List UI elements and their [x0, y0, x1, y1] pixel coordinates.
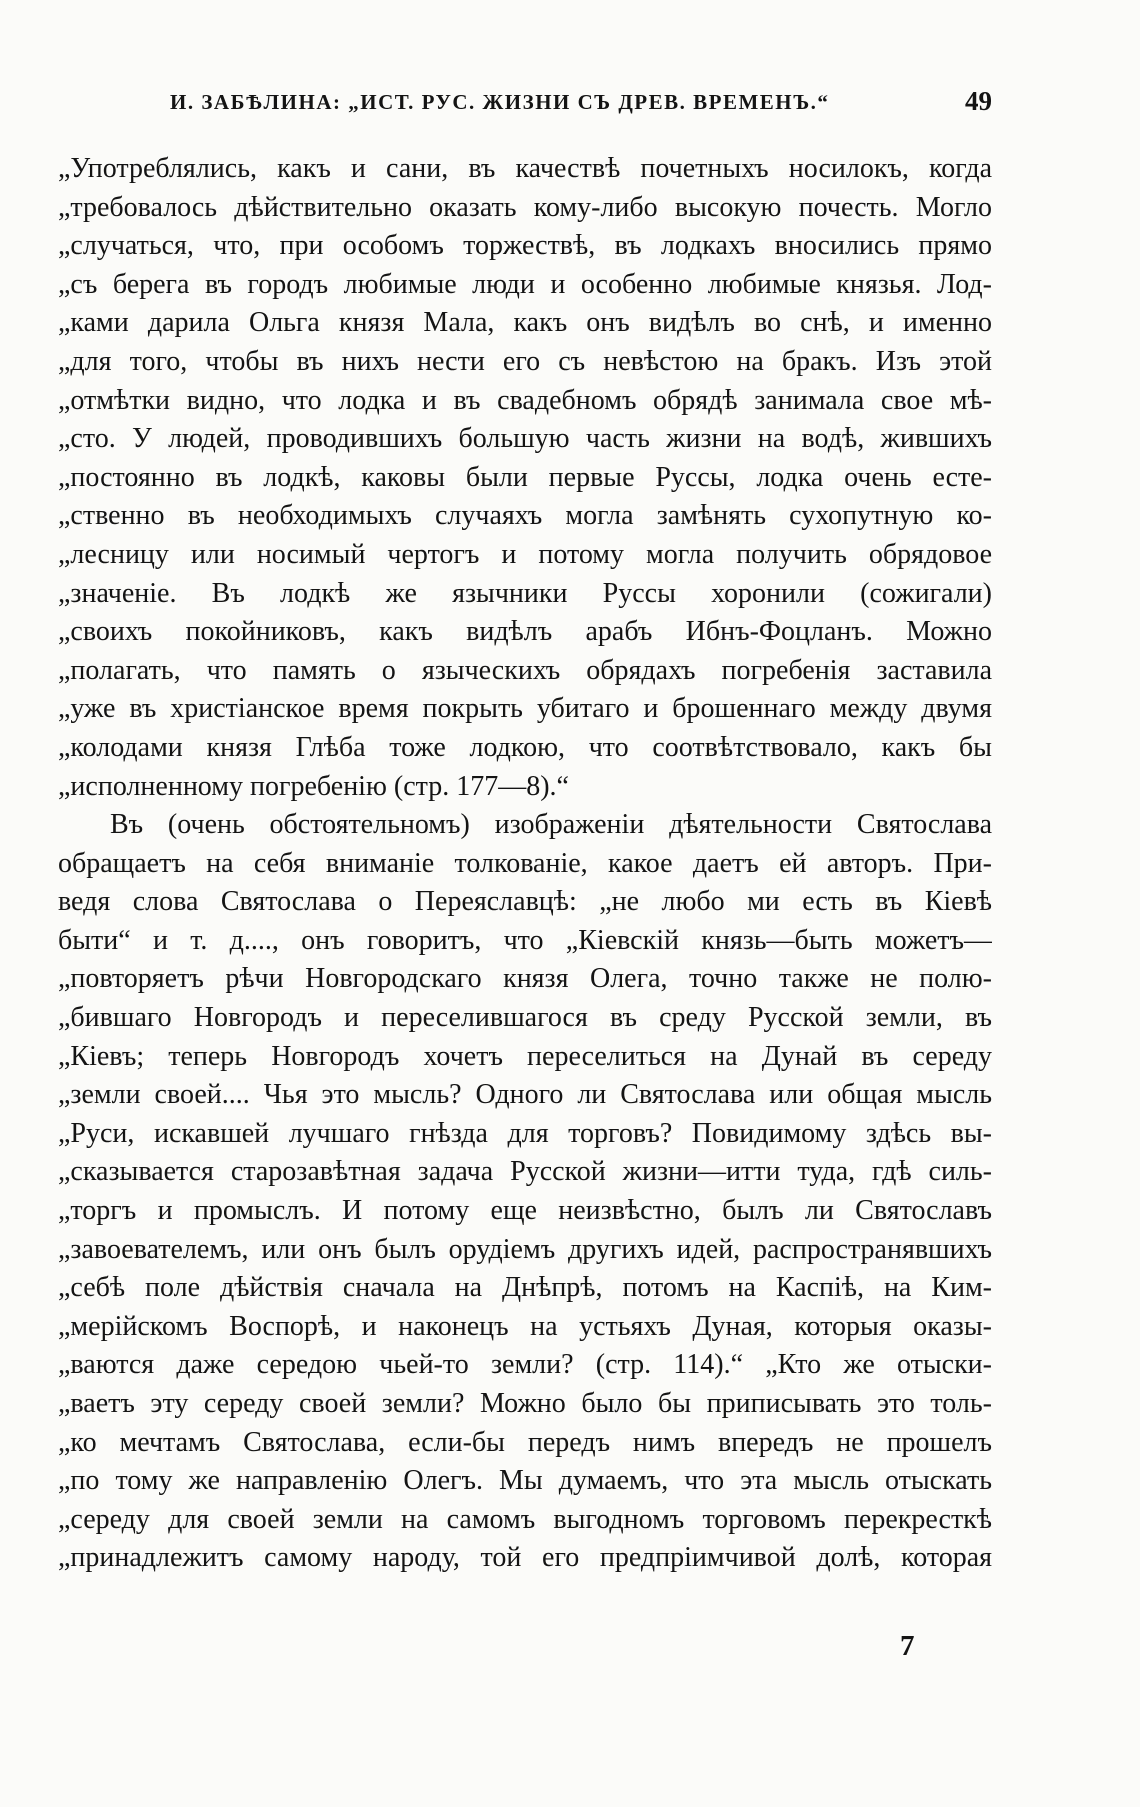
text-line: быти“ и т. д...., онъ говоритъ, что „Кіевскій князь—быть можетъ— — [58, 924, 992, 956]
text-line: „сто. У людей, проводившихъ большую часть жизни на водѣ, жившихъ — [58, 423, 992, 455]
text-line: „ственно въ необходимыхъ случаяхъ могла замѣнять сухопутную ко- — [58, 500, 992, 532]
body-text — [58, 150, 992, 1578]
text-line: „по тому же направленію Олегъ. Мы думаемъ, что эта мысль отыскать — [58, 1465, 992, 1497]
text-line: „постоянно въ лодкѣ, каковы были первые Руссы, лодка очень есте- — [58, 461, 992, 493]
text-line: „бившаго Новгородъ и переселившагося въ среду Русской земли, въ — [58, 1002, 992, 1034]
text-line: „своихъ покойниковъ, какъ видѣлъ арабъ Ибнъ-Фоцланъ. Можно — [58, 616, 992, 648]
text-line: „значеніе. Въ лодкѣ же язычники Руссы хоронили (сожигали) — [58, 577, 992, 609]
text-line: „требовалось дѣйствительно оказать кому-либо высокую почесть. Могло — [58, 191, 992, 223]
text-line: „Руси, искавшей лучшаго гнѣзда для торговъ? Повидимому здѣсь вы- — [58, 1117, 992, 1149]
text-line: „колодами князя Глѣба тоже лодкою, что соотвѣтствовало, какъ бы — [58, 731, 992, 763]
text-line: „середу для своей земли на самомъ выгодномъ торговомъ перекресткѣ — [58, 1503, 992, 1535]
text-line: „повторяетъ рѣчи Новгородскаго князя Олега, точно также не полю- — [58, 963, 992, 995]
text-line: „отмѣтки видно, что лодка и въ свадебномъ обрядѣ занимала свое мѣ- — [58, 384, 992, 416]
text-line: „ко мечтамъ Святослава, если-бы передъ нимъ впередъ не прошелъ — [58, 1426, 992, 1458]
page-number: 49 — [965, 86, 992, 116]
text-line: „ваются даже середою чьей-то земли? (стр. 114).“ „Кто же отыски- — [58, 1349, 992, 1381]
text-line: „завоевателемъ, или онъ былъ орудіемъ другихъ идей, распространявшихъ — [58, 1233, 992, 1265]
text-line: „для того, чтобы въ нихъ нести его съ невѣстою на бракъ. Изъ этой — [58, 345, 992, 377]
text-line: „сказывается старозавѣтная задача Русской жизни—итти туда, гдѣ силь- — [58, 1156, 992, 1188]
text-line: „случаться, что, при особомъ торжествѣ, въ лодкахъ вносились прямо — [58, 230, 992, 262]
text-line: „полагать, что память о языческихъ обрядахъ погребенія заставила — [58, 654, 992, 686]
text-line: „уже въ христіанское время покрыть убитаго и брошеннаго между двумя — [58, 693, 992, 725]
text-line: „ваетъ эту середу своей земли? Можно было бы приписывать это толь- — [58, 1388, 992, 1419]
text-line: „лесницу или носимый чертогъ и потому могла получить обрядовое — [58, 538, 992, 570]
text-line: „Кіевъ; теперь Новгородъ хочетъ переселиться на Дунай въ середу — [58, 1040, 992, 1072]
text-line: „съ берега въ городъ любимые люди и особенно любимые князья. Лод- — [58, 268, 992, 300]
paragraph-start-line: Въ (очень обстоятельномъ) изображеніи дѣятельности Святослава — [110, 809, 992, 841]
text-line: „мерійскомъ Воспорѣ, и наконецъ на устьяхъ Дуная, которыя оказы- — [58, 1310, 992, 1342]
text-line: „Употреблялись, какъ и сани, въ качествѣ почетныхъ носилокъ, когда — [58, 153, 992, 184]
text-line: „ками дарила Ольга князя Мала, какъ онъ видѣлъ во снѣ, и именно — [58, 307, 992, 339]
text-line: „себѣ поле дѣйствія сначала на Днѣпрѣ, потомъ на Каспіѣ, на Ким- — [58, 1272, 992, 1304]
text-line: „земли своей.... Чья это мысль? Одного ли Святослава или общая мысль — [58, 1079, 992, 1111]
running-head: И. ЗАБѢЛИНА: „ИСТ. РУС. ЖИЗНИ СЪ ДРЕВ. ВРЕМЕНЪ.“ — [170, 90, 830, 114]
text-line: обращаетъ на себя вниманіе толкованіе, какое даетъ ей авторъ. При- — [58, 847, 992, 879]
text-line: ведя слова Святослава о Переяславцѣ: „не любо ми есть въ Кіевѣ — [58, 886, 992, 918]
text-line: „исполненному погребенію (стр. 177—8).“ — [58, 770, 569, 802]
page-header — [160, 86, 992, 126]
signature-mark: 7 — [900, 1630, 915, 1662]
text-line: „торгъ и промыслъ. И потому еще неизвѣстно, былъ ли Святославъ — [58, 1195, 992, 1227]
text-line: „принадлежитъ самому народу, той его предпріимчивой долѣ, которая — [58, 1542, 992, 1574]
